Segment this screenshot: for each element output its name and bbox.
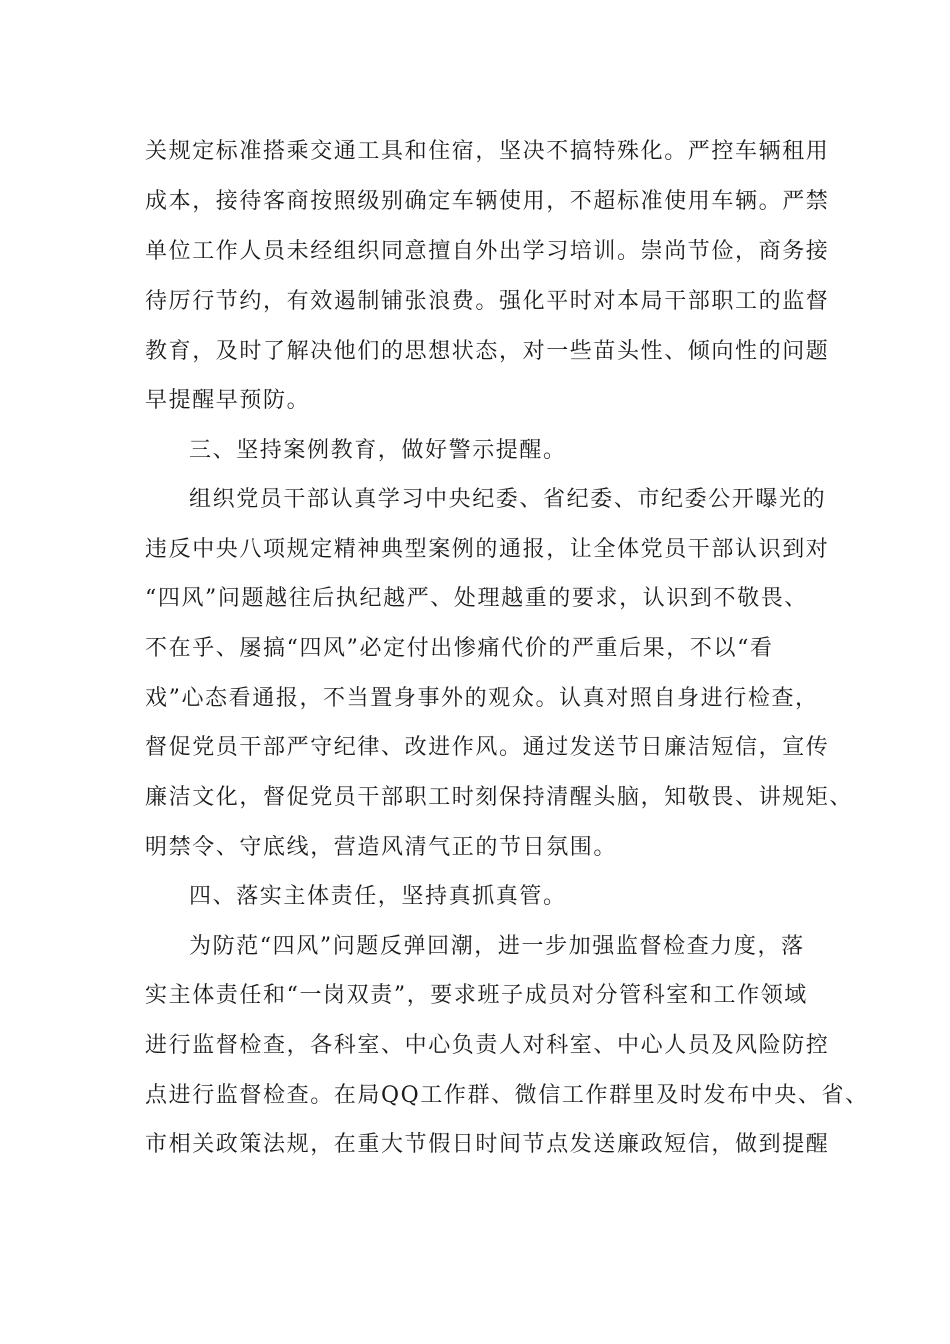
text-line-21: 市相关政策法规，在重大节假日时间节点发送廉政短信，做到提醒: [145, 1132, 830, 1157]
text-line-10: “四风”问题越往后执纪越严、处理越重的要求，认识到不敬畏、: [145, 586, 808, 611]
text-line-19: 进行监督检查，各科室、中心负责人对科室、中心人员及风险防控: [145, 1033, 830, 1058]
text-line-13: 督促党员干部严守纪律、改进作风。通过发送节日廉洁短信，宣传: [145, 735, 830, 760]
section-heading-4: 四、落实主体责任，坚持真抓真管。: [189, 884, 567, 909]
text-line-12: 戏”心态看通报，不当置身事外的观众。认真对照自身进行检查，: [145, 686, 819, 711]
text-line-3: 单位工作人员未经组织同意擅自外出学习培训。崇尚节俭，商务接: [145, 239, 830, 264]
text-line-17: 为防范“四风”问题反弹回潮，进一步加强监督检查力度，落: [189, 934, 805, 959]
text-line-18: 实主体责任和“一岗双责”，要求班子成员对分管科室和工作领域: [145, 983, 808, 1008]
text-line-5: 教育，及时了解决他们的思想状态，对一些苗头性、倾向性的问题: [145, 339, 830, 364]
section-heading-3: 三、坚持案例教育，做好警示提醒。: [189, 438, 567, 463]
text-line-1: 关规定标准搭乘交通工具和住宿，坚决不搞特殊化。严控车辆租用: [145, 139, 830, 164]
text-line-2: 成本，接待客商按照级别确定车辆使用，不超标准使用车辆。严禁: [145, 189, 830, 214]
text-line-9: 违反中央八项规定精神典型案例的通报，让全体党员干部认识到对: [145, 537, 830, 562]
text-line-15: 明禁令、守底线，营造风清气正的节日氛围。: [145, 835, 618, 860]
text-line-4: 待厉行节约，有效遏制铺张浪费。强化平时对本局干部职工的监督: [145, 289, 830, 314]
text-line-14: 廉洁文化，督促党员干部职工时刻保持清醒头脑，知敬畏、讲规矩、: [145, 785, 854, 810]
text-line-8: 组织党员干部认真学习中央纪委、省纪委、市纪委公开曝光的: [189, 487, 827, 512]
text-line-11: 不在乎、屡搞“四风”必定付出惨痛代价的严重后果，不以“看: [145, 636, 774, 661]
text-line-6: 早提醒早预防。: [145, 388, 311, 413]
text-line-20: 点进行监督检查。在局QQ工作群、微信工作群里及时发布中央、省、: [145, 1083, 869, 1108]
